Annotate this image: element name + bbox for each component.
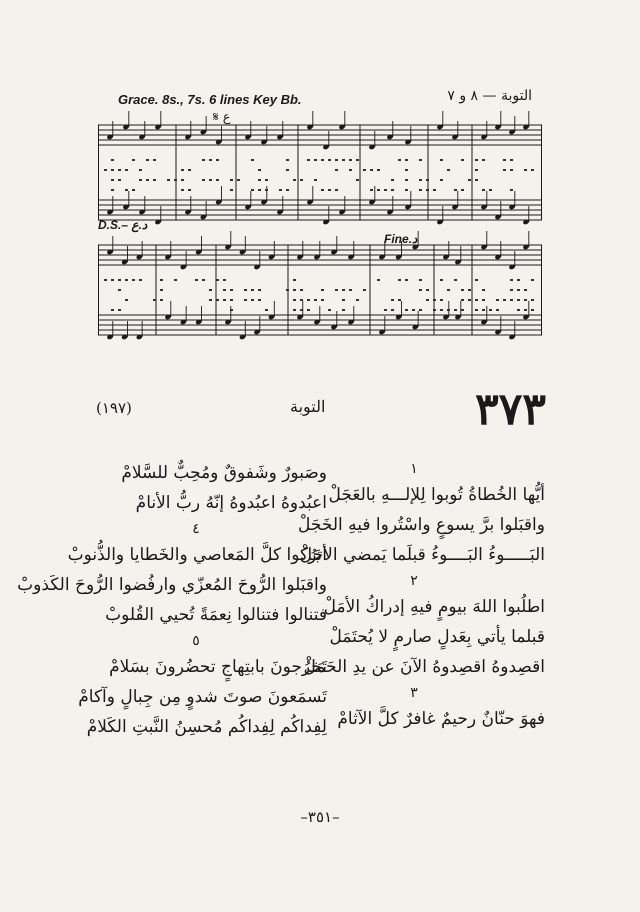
tune-title: التوبة — ٨ و ٧ (447, 88, 532, 104)
verse-line: اطلُبوا اللهَ بيومٍ فيهِ إدراكُ الأمَلْ (323, 597, 545, 617)
verse-block (17, 518, 327, 630)
verse-number: ٣ (410, 685, 418, 701)
ds-label: D.S.– د.ع (98, 218, 148, 232)
verse-number: ٤ (192, 521, 200, 537)
page-number: –٣٥١– (300, 808, 340, 826)
verse-line: قبلما يأتي بِعَدلٍ صارمٍ لا يُحتَمَلْ (329, 627, 545, 647)
verse-number: ٥ (192, 633, 200, 649)
verse-number: ٢ (410, 573, 418, 589)
fine-label: Fine.د (384, 232, 418, 246)
verse-line: تَسمَعونَ صوتَ شدوٍ مِن جِبالٍ وآكامْ (78, 687, 327, 707)
verse-line: فهوَ حنّانٌ رحيمٌ غافرٌ كلَّ الآثامْ (337, 709, 545, 729)
music-score (98, 110, 542, 360)
left-column (17, 458, 327, 742)
verse-line: وصَبورٌ وشَفوقٌ ومُحِبٌّ للسَّلامْ (121, 463, 327, 483)
verse-line: فتنالوا فتنالوا نِعمَةً تُحيي القُلوبْ (105, 605, 327, 625)
verse-block (65, 630, 327, 742)
verse-line: اعبُدوهُ اعبُدوهُ إنّهُ ربُّ الأنامْ (135, 493, 327, 513)
hymn-number: ٣٧٣ (475, 384, 546, 435)
verse-line: اقصِدوهُ اقصِدوهُ الآنَ عن يدِ الحَمَلْ (303, 657, 545, 677)
verse-line: أيُّها الخُطاةُ تُوبوا لِلإلـــهِ بالعَجَلْ (328, 485, 545, 505)
tune-meta: Grace. 8s., 7s. 6 lines Key Bb. (118, 92, 302, 107)
verse-line: البَـــــوءُ البَــــوءُ قبلَما يَمضي الأجَلْ (299, 545, 545, 565)
verse-number: ١ (410, 461, 418, 477)
hymn-title: التوبة (290, 397, 326, 416)
segno-mark: 𝄋 ع (213, 110, 231, 125)
verse-block (65, 458, 327, 518)
verse-line: واقبَلوا برَّ يسوعٍ واسْتُروا فيهِ الخَجَلْ (298, 515, 545, 535)
verse-line: اترُكوا كلَّ المَعاصي والخَطايا والذُّنوبْ (67, 545, 327, 565)
verse-line: واقبَلوا الرُّوحَ المُعزّي وارفُضوا الرُّوحَ الكَذوبْ (17, 575, 327, 595)
verse-line: لِفِداكُم لِفِداكُم مُحسِنُ النَّبتِ الكَلامْ (86, 717, 327, 737)
verse-line: تَخرُجونَ بابتِهاجٍ تحضُرونَ بسَلامْ (109, 657, 327, 677)
page-reference: (١٩٧) (96, 399, 132, 417)
